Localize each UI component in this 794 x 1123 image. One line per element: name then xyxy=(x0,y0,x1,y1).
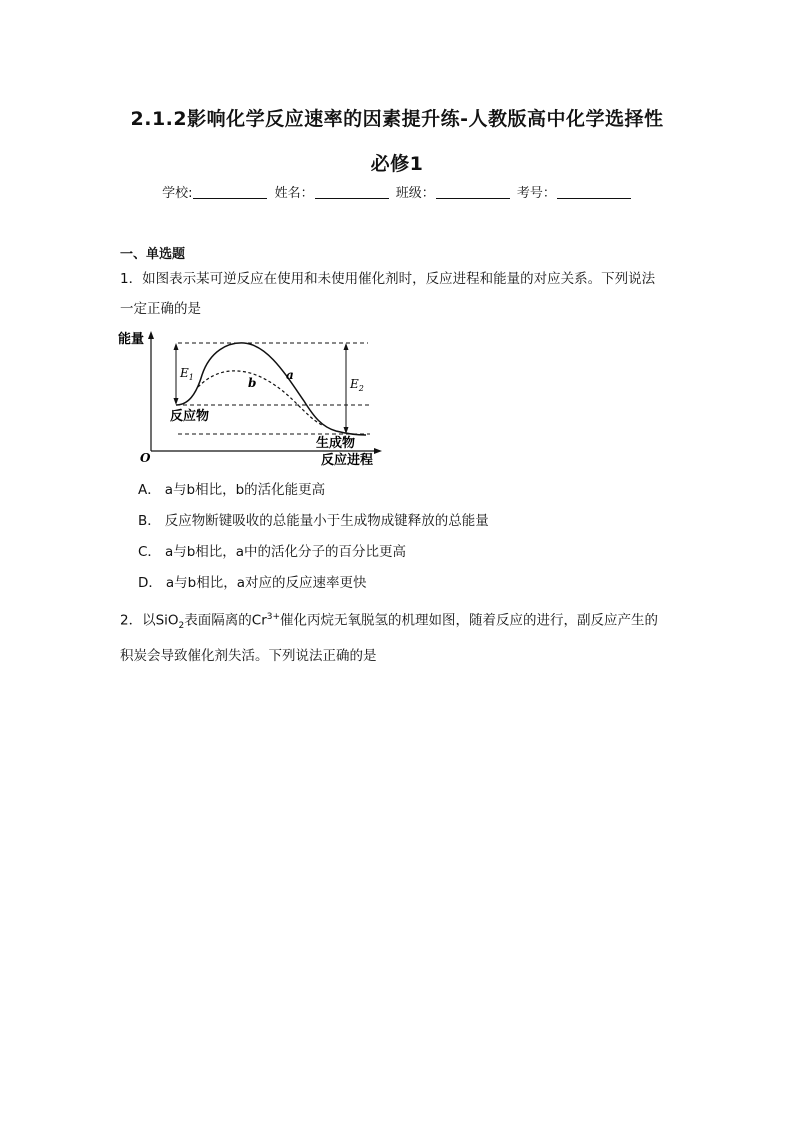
question-2-text-part1: 以SiO xyxy=(142,612,179,629)
energy-diagram xyxy=(118,325,408,475)
x-axis-arrow xyxy=(374,448,382,454)
e1-arrow-head-bottom xyxy=(174,398,179,405)
cr-superscript: 3+ xyxy=(266,612,281,622)
e1-arrow-head-top xyxy=(174,343,179,350)
sio2-subscript: 2 xyxy=(178,621,185,632)
option-a-letter: A． xyxy=(138,482,161,498)
e2-arrow-head-top xyxy=(344,343,349,350)
document-title-line2: 必修1 xyxy=(370,153,424,175)
question-2-line2: 积炭会导致催化剂失活。下列说法正确的是 xyxy=(120,648,377,665)
school-blank[interactable] xyxy=(193,185,267,199)
question-1 xyxy=(120,264,680,324)
option-b[interactable] xyxy=(138,509,489,529)
option-d-letter: D． xyxy=(138,575,162,591)
option-a[interactable] xyxy=(138,478,325,498)
option-c-letter: C． xyxy=(138,544,161,560)
curve-b-label: b xyxy=(248,376,257,390)
reactant-label: 反应物 xyxy=(170,409,210,424)
x-axis-label: 反应进程 xyxy=(321,453,374,468)
curve-b xyxy=(198,371,322,425)
e2-label: $E_2$ xyxy=(350,377,364,393)
e1-label: $E_1$ xyxy=(180,366,194,382)
option-b-letter: B． xyxy=(138,513,161,529)
question-1-text-line1: 如图表示某可逆反应在使用和未使用催化剂时，反应进程和能量的对应关系。下列说法 xyxy=(142,271,656,287)
option-d-text: a与b相比，a对应的反应速率更快 xyxy=(165,575,367,591)
class-label: 班级： xyxy=(395,186,435,201)
question-2 xyxy=(120,602,680,671)
option-c-text: a与b相比，a中的活化分子的百分比更高 xyxy=(164,544,407,560)
question-2-number: 2． xyxy=(120,612,143,629)
exam-number-label: 考号： xyxy=(516,186,556,201)
option-c[interactable] xyxy=(138,540,406,560)
question-2-text-part3: 催化丙烷无氧脱氢的机理如图，随着反应的进行，副反应产生的 xyxy=(280,612,659,629)
option-a-text: a与b相比，b的活化能更高 xyxy=(164,482,326,498)
question-2-text-part2: 表面隔离的Cr xyxy=(184,612,267,629)
question-1-text-line2: 一定正确的是 xyxy=(120,301,201,317)
origin-label: O xyxy=(140,451,151,465)
section-heading: 一、单选题 xyxy=(120,247,186,262)
exam-number-blank[interactable] xyxy=(557,185,631,199)
class-blank[interactable] xyxy=(436,185,510,199)
question-2-line1 xyxy=(120,602,680,641)
question-1-number: 1． xyxy=(120,271,143,287)
document-title-line1: 2.1.2影响化学反应速率的因素提升练-人教版高中化学选择性 xyxy=(130,108,664,130)
option-b-text: 反应物断键吸收的总能量小于生成物成键释放的总能量 xyxy=(164,513,489,529)
name-blank[interactable] xyxy=(315,185,389,199)
y-axis-arrow xyxy=(148,331,154,339)
option-d[interactable] xyxy=(138,571,367,591)
question-1-line1 xyxy=(120,264,680,294)
school-label: 学校: xyxy=(162,186,193,201)
y-axis-label: 能量 xyxy=(118,332,145,347)
name-label: 姓名： xyxy=(274,186,314,201)
student-info-row xyxy=(0,182,794,201)
product-label: 生成物 xyxy=(316,436,356,451)
curve-a-label: a xyxy=(286,368,294,382)
